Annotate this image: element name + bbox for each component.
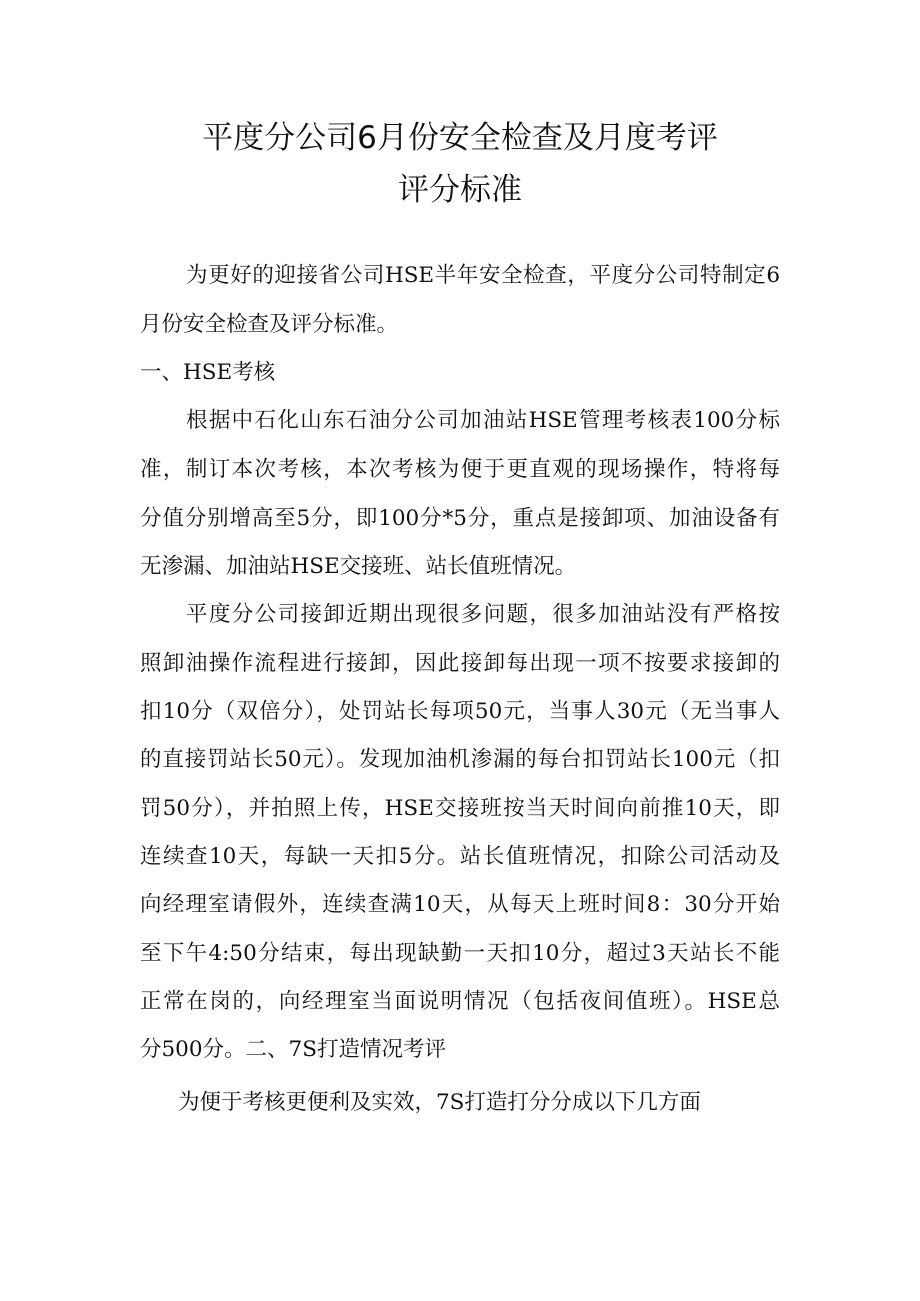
paragraph-line: 分500分。二、7S打造情况考评 <box>140 1037 446 1062</box>
paragraph-line: 分值分别增高至5分，即100分*5分，重点是接卸项、加油设备有 <box>140 506 780 531</box>
paragraph-line: 根据中石化山东石油分公司加油站HSE管理考核表100分标 <box>186 408 780 433</box>
paragraph-line: 照卸油操作流程进行接卸，因此接卸每出现一项不按要求接卸的 <box>140 651 780 676</box>
paragraph-line: 平度分公司接卸近期出现很多问题，很多加油站没有严格按 <box>186 602 780 627</box>
paragraph-line: 扣10分（双倍分），处罚站长每项50元，当事人30元（无当事人 <box>140 699 780 724</box>
section-heading-hse: 一、HSE考核 <box>140 360 276 385</box>
paragraph-line: 无渗漏、加油站HSE交接班、站长值班情况。 <box>140 554 577 579</box>
paragraph-line: 为便于考核更便利及实效，7S打造打分分成以下几方面 <box>178 1090 701 1115</box>
paragraph-line: 准，制订本次考核，本次考核为便于更直观的现场操作，特将每 <box>140 457 780 482</box>
paragraph-line: 正常在岗的，向经理室当面说明情况（包括夜间值班）。HSE总 <box>140 989 780 1014</box>
document-title-line-1: 平度分公司6月份安全检查及月度考评 <box>202 120 718 156</box>
paragraph-line: 至下午4:50分结束，每出现缺勤一天扣10分，超过3天站长不能 <box>140 941 780 966</box>
paragraph-line: 连续查10天，每缺一天扣5分。站长值班情况，扣除公司活动及 <box>140 844 780 869</box>
paragraph-line: 罚50分），并拍照上传，HSE交接班按当天时间向前推10天，即 <box>140 796 780 821</box>
document-title-line-2: 评分标准 <box>398 172 522 208</box>
paragraph-line: 为更好的迎接省公司HSE半年安全检查，平度分公司特制定6 <box>186 263 780 288</box>
paragraph-line: 向经理室请假外，连续查满10天，从每天上班时间8：30分开始 <box>140 892 780 917</box>
paragraph-line: 的直接罚站长50元）。发现加油机渗漏的每台扣罚站长100元（扣 <box>140 747 780 772</box>
paragraph-line: 月份安全检查及评分标准。 <box>140 312 399 337</box>
